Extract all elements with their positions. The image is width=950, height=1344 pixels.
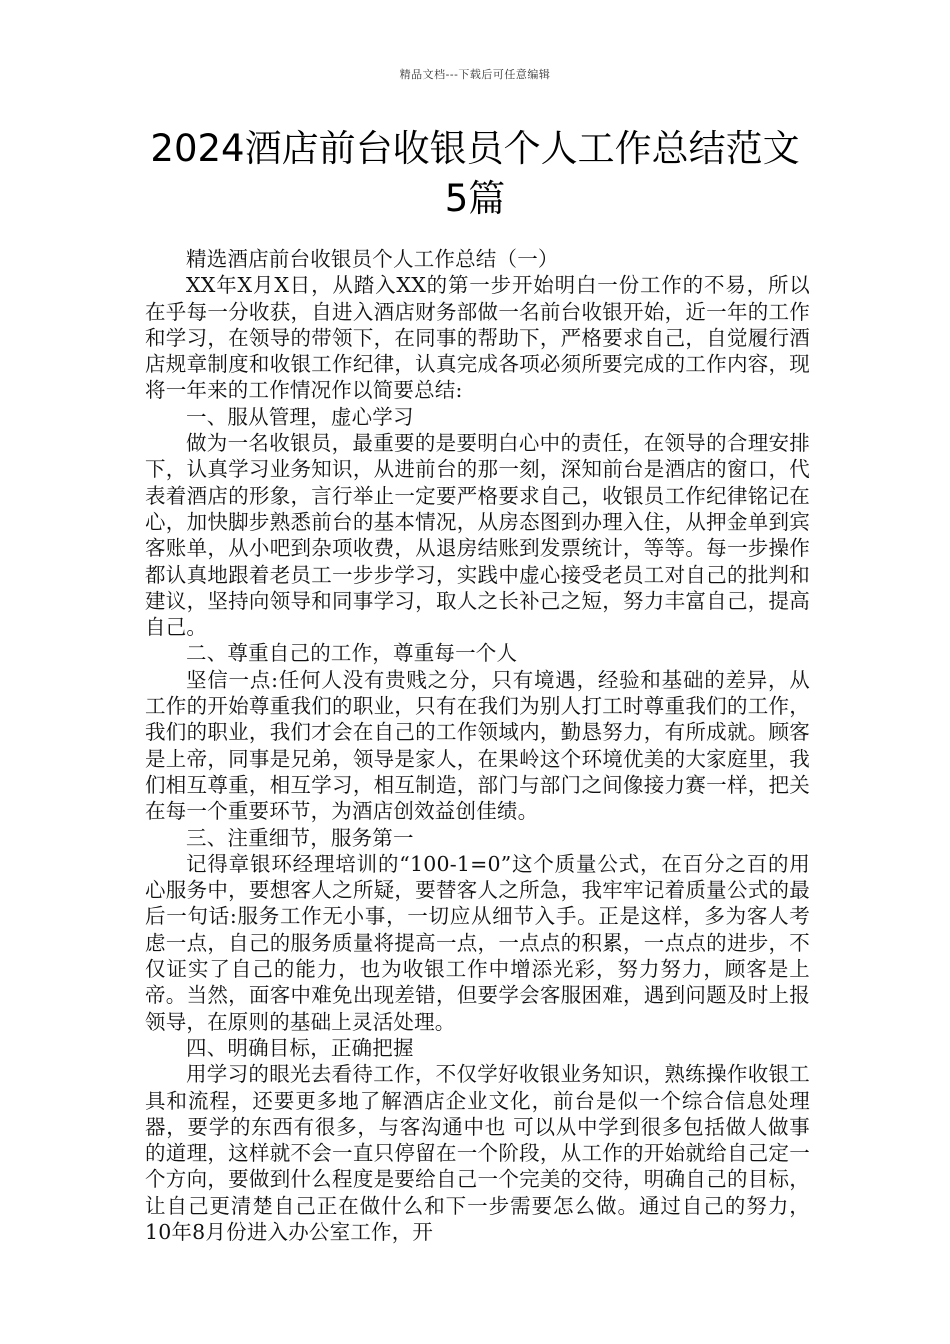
title-line-2: 5篇 bbox=[444, 177, 506, 220]
section-heading: 二、尊重自己的工作，尊重每一个人 bbox=[186, 641, 518, 666]
document-body bbox=[145, 246, 810, 1245]
body-paragraph: 记得章银环经理培训的“100-1=0”这个质量公式，在百分之百的用心服务中，要想客人之所疑，要替客人之所急，我牢牢记着质量公式的最后一句话:服务工作无小事，一切应从细节入手。正是这样，多为客人考虑一点，自己的服务质量将提高一点，一点点的积累，一点点的进步，不仅证实了自己的能力，也为收银工作中增添光彩，努力努力，顾客是上帝。当然，面客中难免出现差错，但要学会客服困难，遇到问题及时上报领导，在原则的基础上灵活处理。 bbox=[145, 851, 810, 1034]
body-paragraph: 用学习的眼光去看待工作，不仅学好收银业务知识，熟练操作收银工具和流程，还要更多地了解酒店企业文化，前台是似一个综合信息处理器，要学的东西有很多，与客沟通中也 可以从中学到很多包括做人做事的道理，这样就不会一直只停留在一个阶段，从工作的开始就给自己定一个方向，要做到什么程度是要给自己一个完美的交待，明确自己的目标，让自己更清楚自己正在做什么和下一步需要怎么做。通过自己的努力，10年8月份进入办公室工作，开 bbox=[145, 1062, 810, 1244]
section-heading: 三、注重细节，服务第一 bbox=[186, 825, 414, 850]
document-title bbox=[100, 124, 850, 224]
section-heading: 四、明确目标，正确把握 bbox=[186, 1035, 414, 1060]
body-paragraph: XX年X月X日，从踏入XX的第一步开始明白一份工作的不易，所以在乎每一分收获，自进入酒店财务部做一名前台收银开始，近一年的工作和学习，在领导的带领下，在同事的帮助下，严格要求自己，自觉履行酒店规章制度和收银工作纪律，认真完成各项必须所要完成的工作内容，现将一年来的工作情况作以简要总结: bbox=[145, 273, 810, 403]
body-paragraph: 坚信一点:任何人没有贵贱之分，只有境遇，经验和基础的差异，从工作的开始尊重我们的职业，只有在我们为别人打工时尊重我们的工作，我们的职业，我们才会在自己的工作领域内，勤恳努力，有所成就。顾客是上帝，同事是兄弟，领导是家人，在果岭这个环境优美的大家庭里，我们相互尊重，相互学习，相互制造，部门与部门之间像接力赛一样，把关在每一个重要环节，为酒店创效益创佳绩。 bbox=[145, 667, 810, 824]
title-line-1: 2024酒店前台收银员个人工作总结范文 bbox=[150, 127, 800, 170]
subtitle-paragraph: 精选酒店前台收银员个人工作总结（一） bbox=[186, 247, 559, 271]
body-paragraph: 做为一名收银员，最重要的是要明白心中的责任，在领导的合理安排下，认真学习业务知识，从进前台的那一刻，深知前台是酒店的窗口，代表着酒店的形象，言行举止一定要严格要求自己，收银员工作纪律铭记在心，加快脚步熟悉前台的基本情况，从房态图到办理入住，从押金单到宾客账单，从小吧到杂项收费，从退房结账到发票统计，等等。每一步操作都认真地跟着老员工一步步学习，实践中虚心接受老员工对自己的批判和建议，坚持向领导和同事学习，取人之长补己之短，努力丰富自己，提高自己。 bbox=[145, 431, 810, 640]
header-note: 精品文档---下载后可任意编辑 bbox=[399, 68, 551, 81]
section-heading: 一、服从管理，虚心学习 bbox=[186, 404, 414, 429]
